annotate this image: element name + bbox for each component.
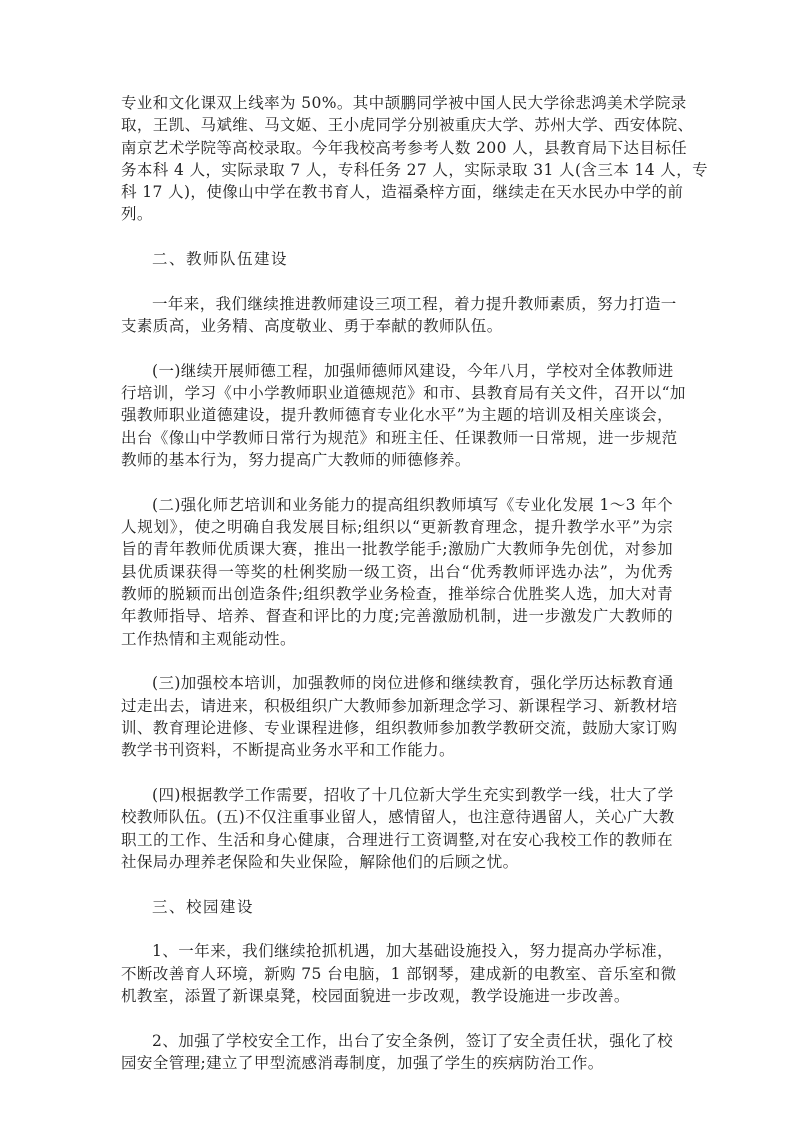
- text-line: 不断改善育人环境，新购 75 台电脑，1 部钢琴，建成新的电教室、音乐室和微: [121, 964, 677, 983]
- text-line: 1、一年来，我们继续抢抓机遇，加大基础设施投入，努力提高办学标准，: [152, 942, 673, 961]
- paragraph-training: [121, 672, 678, 761]
- paragraph-recruitment: [121, 784, 673, 873]
- text-line: 年教师指导、培养、督查和评比的力度;完善激励机制，进一步激发广大教师的: [121, 607, 673, 626]
- text-line: (一)继续开展师德工程，加强师德师风建设，今年八月，学校对全体教师进: [152, 361, 674, 380]
- text-line: 机教室，添置了新课桌凳，校园面貌进一步改观，教学设施进一步改善。: [121, 986, 630, 1005]
- text-line: 职工的工作、生活和身心健康，合理进行工资调整,对在安心我校工作的教师在: [121, 830, 673, 849]
- text-line: 强教师职业道德建设，提升教师德育专业化水平”为主题的培训及相关座谈会，: [121, 406, 673, 425]
- paragraph-skills: [121, 494, 673, 650]
- paragraph-teachers-intro: [121, 293, 677, 338]
- text-line: 科 17 人)，使像山中学在教书育人，造福桑梓方面，继续走在天水民办中学的前: [121, 183, 684, 202]
- text-line: 工作热情和主观能动性。: [121, 629, 296, 648]
- paragraph-facilities: [121, 940, 677, 1007]
- paragraph-admissions: [121, 92, 709, 226]
- section-heading-campus: 三、校园建设: [152, 897, 255, 916]
- text-line: 校教师队伍。(五)不仅注重事业留人，感情留人，也注意待遇留人，关心广大教: [121, 808, 675, 827]
- text-line: 2、加强了学校安全工作，出台了安全条例，签订了安全责任状，强化了校: [152, 1031, 673, 1050]
- text-line: 教师的脱颖而出创造条件;组织教学业务检查，推举综合优胜奖人选，加大对青: [121, 585, 673, 604]
- text-line: 县优质课获得一等奖的杜俐奖励一级工资，出台“优秀教师评选办法”，为优秀: [121, 562, 673, 581]
- text-line: 行培训，学习《中小学教师职业道德规范》和市、县教育局有关文件，召开以“加: [121, 384, 686, 403]
- text-line: 出台《像山中学教师日常行为规范》和班主任、任课教师一日常规，进一步规范: [121, 428, 678, 447]
- text-line: 专业和文化课双上线率为 50%。其中颉鹏同学被中国人民大学徐悲鸿美术学院录: [121, 94, 687, 112]
- text-line: 人规划》，使之明确自我发展目标;组织以“更新教育理念，提升教学水平”为宗: [121, 518, 673, 537]
- section-heading-teachers: 二、教师队伍建设: [152, 250, 289, 269]
- text-line: (二)强化师艺培训和业务能力的提高组织教师填写《专业化发展 1～3 年个: [152, 495, 674, 514]
- text-line: (三)加强校本培训，加强教师的岗位进修和继续教育，强化学历达标教育通: [152, 674, 674, 693]
- text-line: 旨的青年教师优质课大赛，推出一批教学能手;激励广大教师争先创优，对参加: [121, 540, 673, 559]
- text-line: 一年来，我们继续推进教师建设三项工程，着力提升教师素质，努力打造一: [152, 294, 677, 313]
- text-line: 社保局办理养老保险和失业保险，解除他们的后顾之忧。: [121, 853, 519, 872]
- text-line: 取，王凯、马斌维、马文姬、王小虎同学分别被重庆大学、苏州大学、西安体院、: [121, 116, 694, 135]
- text-line: 支素质高，业务精、高度敬业、勇于奉献的教师队伍。: [121, 317, 503, 336]
- text-line: 南京艺术学院等高校录取。今年我校高考参考人数 200 人，县教育局下达目标任: [121, 138, 688, 157]
- text-line: 过走出去，请进来，积极组织广大教师参加新理念学习、新课程学习、新教材培: [121, 696, 678, 715]
- text-line: 列。: [121, 205, 153, 224]
- paragraph-ethics: [121, 360, 686, 471]
- document-page: [121, 92, 709, 1097]
- text-line: 务本科 4 人，实际录取 7 人，专科任务 27 人，实际录取 31 人(含三本 14 人，专: [121, 160, 709, 179]
- text-line: (四)根据教学工作需要，招收了十几位新大学生充实到教学一线，壮大了学: [152, 786, 674, 805]
- paragraph-safety: [121, 1030, 673, 1075]
- text-line: 训、教育理论进修、专业课程进修，组织教师参加教学教研交流，鼓励大家订购: [121, 719, 678, 738]
- text-line: 教学书刊资料，不断提高业务水平和工作能力。: [121, 741, 455, 760]
- text-line: 教师的基本行为，努力提高广大教师的师德修养。: [121, 451, 471, 470]
- text-line: 园安全管理;建立了甲型流感消毒制度，加强了学生的疾病防治工作。: [121, 1054, 604, 1072]
